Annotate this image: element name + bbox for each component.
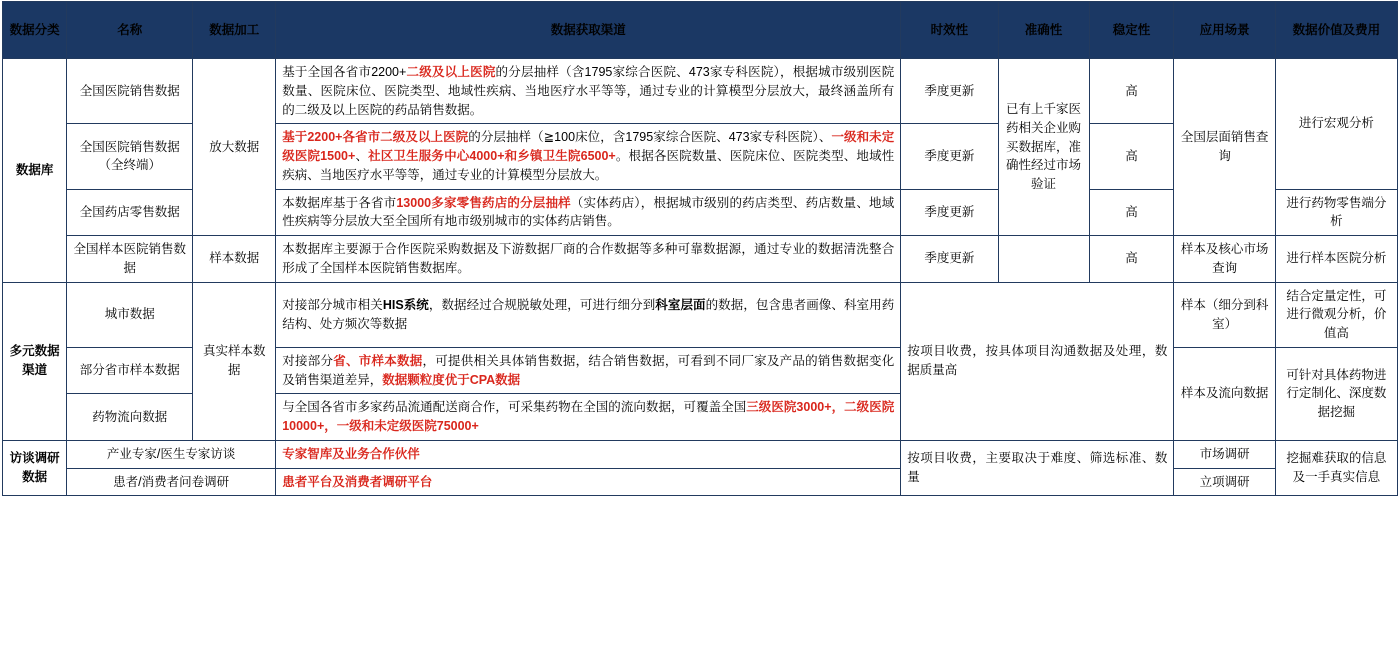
category-database: 数据库 xyxy=(3,59,67,283)
header-category: 数据分类 xyxy=(3,2,67,59)
row-value: 可针对具体药物进行定制化、深度数据挖掘 xyxy=(1275,347,1397,440)
row-stability: 高 xyxy=(1089,59,1174,124)
row-timeliness: 季度更新 xyxy=(901,124,998,189)
row-accuracy: 已有上千家医药相关企业购买数据库，准确性经过市场验证 xyxy=(998,59,1089,236)
row-accuracy xyxy=(998,236,1089,283)
row-scenario: 市场调研 xyxy=(1174,440,1275,468)
row-name: 全国药店零售数据 xyxy=(67,189,193,236)
header-name: 名称 xyxy=(67,2,193,59)
row-processing: 真实样本数据 xyxy=(193,282,276,440)
row-scenario: 全国层面销售查询 xyxy=(1174,59,1275,236)
row-name: 全国医院销售数据（全终端） xyxy=(67,124,193,189)
row-scenario: 立项调研 xyxy=(1174,468,1275,496)
table-header-row xyxy=(3,2,1398,59)
row-scenario: 样本及核心市场查询 xyxy=(1174,236,1275,283)
row-name: 城市数据 xyxy=(67,282,193,347)
row-channel: 对接部分城市相关HIS系统，数据经过合规脱敏处理，可进行细分到科室层面的数据，包含患者画像、科室用药结构、处方频次等数据 xyxy=(276,282,901,347)
row-timeliness: 季度更新 xyxy=(901,189,998,236)
row-name: 患者/消费者问卷调研 xyxy=(67,468,276,496)
row-channel: 本数据库基于各省市13000多家零售药店的分层抽样（实体药店），根据城市级别的药店类型、药店数量、地域性疾病等分层放大至全国所有地市级别城市的实体药店销售。 xyxy=(276,189,901,236)
document-sheet xyxy=(0,1,1400,660)
category-multi-channel: 多元数据渠道 xyxy=(3,282,67,440)
row-channel: 与全国各省市多家药品流通配送商合作，可采集药物在全国的流向数据，可覆盖全国三级医院3000+，二级医院10000+，一级和未定级医院75000+ xyxy=(276,394,901,441)
row-value: 进行宏观分析 xyxy=(1275,59,1397,190)
table-row xyxy=(3,468,1398,496)
header-accuracy: 准确性 xyxy=(998,2,1089,59)
row-channel: 基于全国各省市2200+二级及以上医院的分层抽样（含1795家综合医院、473家专科医院），根据城市级别医院数量、医院床位、医院类型、地域性疾病、当地医疗水平等等，通过专业的计算模型分层放大，最终涵盖所有的二级及以上医院的药品销售数据。 xyxy=(276,59,901,124)
header-stability: 稳定性 xyxy=(1089,2,1174,59)
row-name: 部分省市样本数据 xyxy=(67,347,193,394)
row-channel: 患者平台及消费者调研平台 xyxy=(276,468,901,496)
table-row xyxy=(3,282,1398,347)
table-row xyxy=(3,59,1398,124)
row-value: 结合定量定性，可进行微观分析，价值高 xyxy=(1275,282,1397,347)
row-name: 全国医院销售数据 xyxy=(67,59,193,124)
table-row xyxy=(3,236,1398,283)
row-channel: 基于2200+各省市二级及以上医院的分层抽样（≧100床位，含1795家综合医院、473家专科医院）、一级和未定级医院1500+、社区卫生服务中心4000+和乡镇卫生院6500+。根据各医院数量、医院床位、医院类型、地域性疾病、当地医疗水平等等，通过专业的计算模型分层放大。 xyxy=(276,124,901,189)
row-name: 产业专家/医生专家访谈 xyxy=(67,440,276,468)
row-processing: 样本数据 xyxy=(193,236,276,283)
table-row xyxy=(3,440,1398,468)
header-channel: 数据获取渠道 xyxy=(276,2,901,59)
row-channel: 本数据库主要源于合作医院采购数据及下游数据厂商的合作数据等多种可靠数据源，通过专业的数据清洗整合形成了全国样本医院销售数据库。 xyxy=(276,236,901,283)
header-scenario: 应用场景 xyxy=(1174,2,1275,59)
row-channel: 专家智库及业务合作伙伴 xyxy=(276,440,901,468)
row-name: 全国样本医院销售数据 xyxy=(67,236,193,283)
row-timeliness: 按项目收费，按具体项目沟通数据及处理，数据质量高 xyxy=(901,282,1174,440)
row-stability: 高 xyxy=(1089,189,1174,236)
row-timeliness: 季度更新 xyxy=(901,236,998,283)
row-channel: 对接部分省、市样本数据，可提供相关具体销售数据，结合销售数据，可看到不同厂家及产品的销售数据变化及销售渠道差异，数据颗粒度优于CPA数据 xyxy=(276,347,901,394)
row-value: 进行样本医院分析 xyxy=(1275,236,1397,283)
row-stability: 高 xyxy=(1089,236,1174,283)
data-source-table xyxy=(2,1,1398,496)
category-interview: 访谈调研数据 xyxy=(3,440,67,496)
row-timeliness: 季度更新 xyxy=(901,59,998,124)
header-processing: 数据加工 xyxy=(193,2,276,59)
row-value: 进行药物零售端分析 xyxy=(1275,189,1397,236)
row-timeliness: 按项目收费，主要取决于难度、筛选标准、数量 xyxy=(901,440,1174,496)
row-processing: 放大数据 xyxy=(193,59,276,236)
row-scenario: 样本（细分到科室） xyxy=(1174,282,1275,347)
row-name: 药物流向数据 xyxy=(67,394,193,441)
row-value: 挖掘难获取的信息及一手真实信息 xyxy=(1275,440,1397,496)
row-scenario: 样本及流向数据 xyxy=(1174,347,1275,440)
header-timeliness: 时效性 xyxy=(901,2,998,59)
header-value-cost: 数据价值及费用 xyxy=(1275,2,1397,59)
row-stability: 高 xyxy=(1089,124,1174,189)
